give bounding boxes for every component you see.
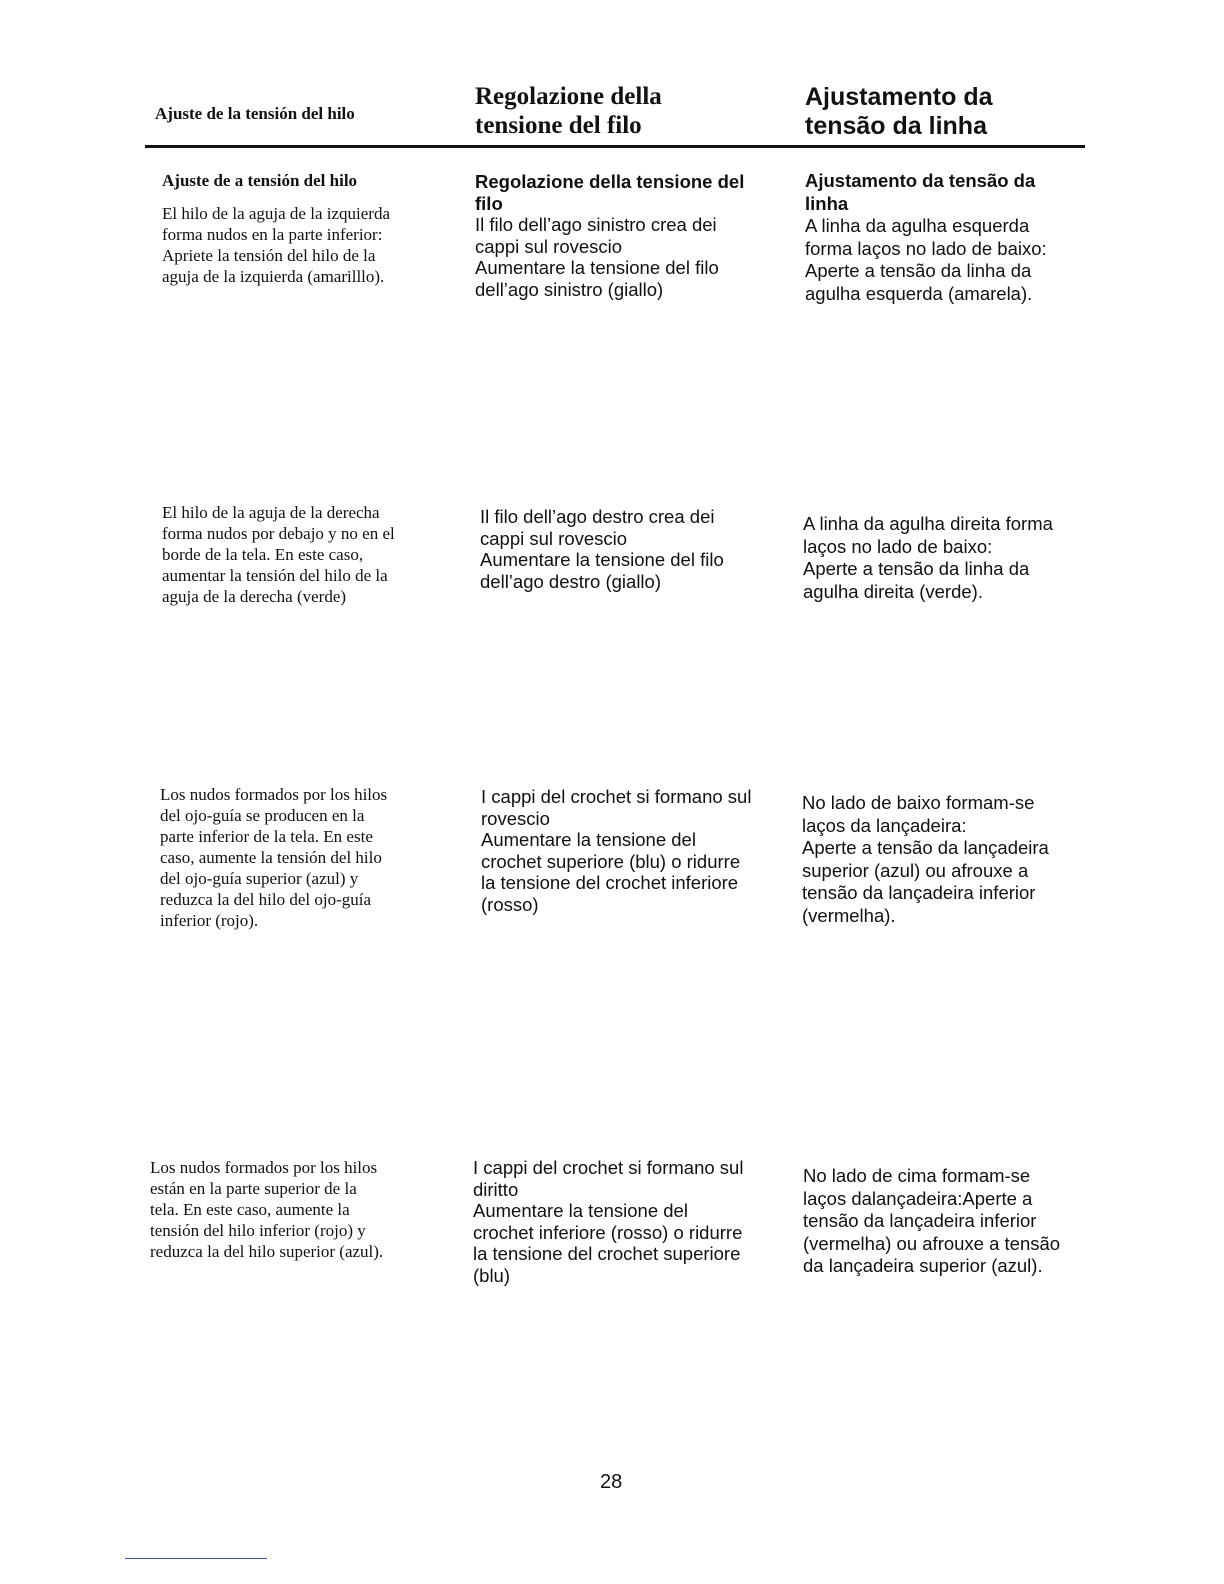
section-3-spanish-text: Los nudos formados por los hilos del ojo-guía se producen en la parte inferior de la tela. En este caso, aumente la tensión del hilo del ojo-guía superior (azul) y reduzca la del hilo del ojo-guía inferior (rojo). [160,785,388,930]
header-rule [145,145,1085,148]
section-1-italian-text: Il filo dell’ago sinistro crea dei cappi sul rovescio Aumentare la tensione del filo dell’ago sinistro (giallo) [475,214,719,300]
section-4-spanish-text: Los nudos formados por los hilos están en la parte superior de la tela. En este caso, aumente la tensión del hilo inferior (rojo) y reduzca la del hilo superior (azul). [150,1158,384,1261]
section-2-italian-text: Il filo dell’ago destro crea dei cappi sul rovescio Aumentare la tensione del filo dell’ago destro (giallo) [480,506,724,592]
section-1-portuguese-title: Ajustamento da tensão da linha [805,170,1036,214]
section-1-spanish [162,170,432,287]
section-1-portuguese-text: A linha da agulha esquerda forma laços no lado de baixo: Aperte a tensão da linha da agulha esquerda (amarela). [805,215,1047,304]
header-spanish: Ajuste de la tensión del hilo [155,104,355,123]
header-italian: Regolazione della tensione del filo [475,83,662,139]
section-1-italian [475,171,775,300]
section-3-italian-text: I cappi del crochet si formano sul rovescio Aumentare la tensione del crochet superiore (blu) o ridurre la tensione del crochet inferiore (rosso) [481,786,752,915]
page-number: 28 [600,1471,623,1493]
section-4-portuguese-text: No lado de cima formam-se laços dalançadeira:Aperte a tensão da lançadeira inferior (vermelha) ou afrouxe a tensão da lançadeira superior (azul). [803,1165,1061,1276]
section-3-portuguese-text: No lado de baixo formam-se laços da lançadeira: Aperte a tensão da lançadeira superior (azul) ou afrouxe a tensão da lançadeira inferior (vermelha). [802,792,1049,926]
footer-line [125,1558,267,1559]
section-1-spanish-text: El hilo de la aguja de la izquierda forma nudos en la parte inferior: Apriete la tensión del hilo de la aguja de la izquierda (amarilllo). [162,204,390,286]
section-2-spanish-text: El hilo de la aguja de la derecha forma nudos por debajo y no en el borde de la tela. En este caso, aumentar la tensión del hilo de la aguja de la derecha (verde) [162,503,395,606]
section-1-spanish-title: Ajuste de a tensión del hilo [162,171,358,190]
section-2-portuguese-text: A linha da agulha direita forma laços no lado de baixo: Aperte a tensão da linha da agulha direita (verde). [803,513,1053,602]
section-1-italian-title: Regolazione della tensione del filo [475,171,745,214]
section-4-italian-text: I cappi del crochet si formano sul diritto Aumentare la tensione del crochet inferiore (rosso) o ridurre la tensione del crochet superiore (blu) [473,1157,744,1286]
header-portuguese: Ajustamento da tensão da linha [805,83,993,140]
section-1-portuguese [805,170,1085,305]
